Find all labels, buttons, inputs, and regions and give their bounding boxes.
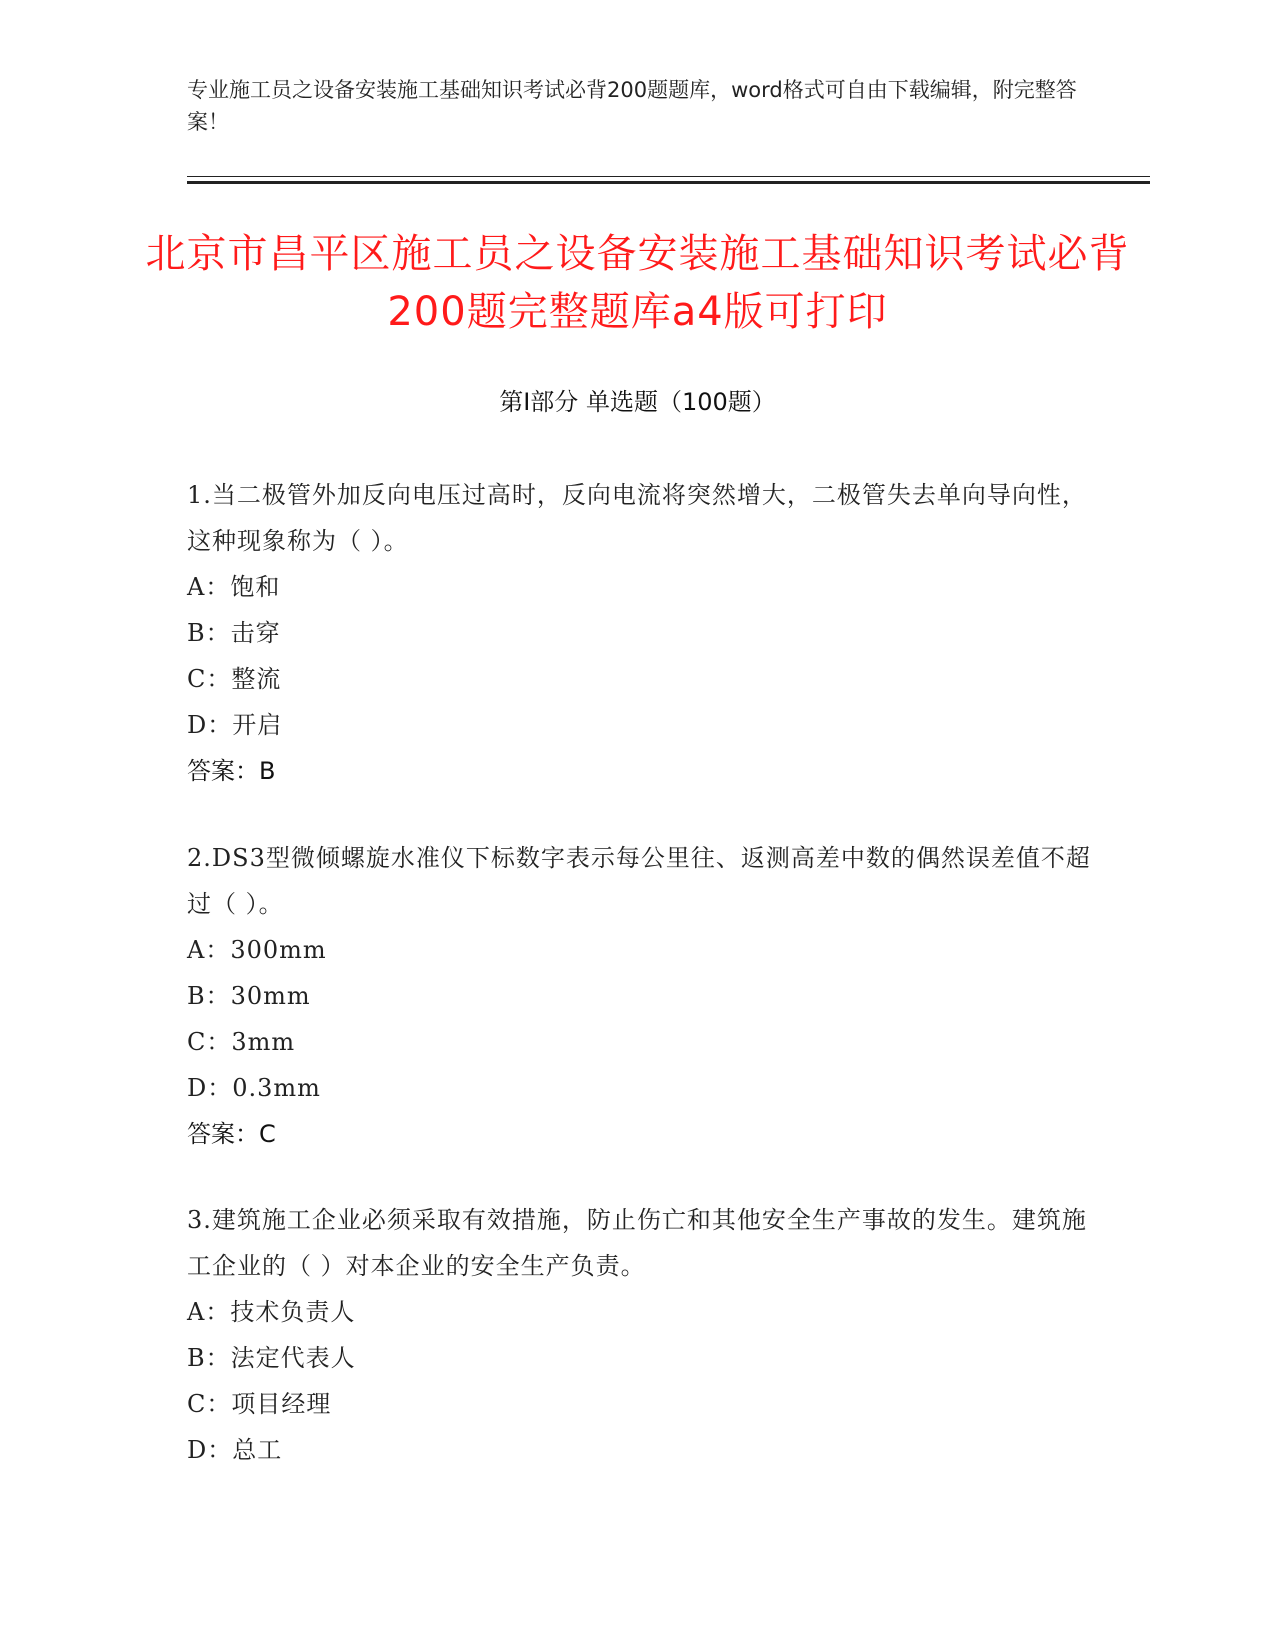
section-heading: 第I部分 单选题（100题）	[499, 388, 776, 416]
header-divider-thick	[187, 181, 1150, 184]
option-a: A：饱和	[187, 573, 281, 601]
header-note: 专业施工员之设备安装施工基础知识考试必背200题题库，word格式可自由下载编辑，附完整答案！	[187, 78, 1077, 134]
option-a: A：300mm	[187, 936, 327, 964]
option-d: D：开启	[187, 711, 283, 739]
header-divider-thin	[187, 176, 1150, 177]
option-a: A：技术负责人	[187, 1298, 356, 1326]
option-c: C：项目经理	[187, 1390, 332, 1418]
question-stem: 1.当二极管外加反向电压过高时，反向电流将突然增大，二极管失去单向导向性，这种现象称为（ ）。	[187, 481, 1087, 555]
option-b: B：30mm	[187, 982, 311, 1010]
question-1	[187, 472, 1097, 794]
answer: 答案：B	[187, 757, 276, 785]
question-3	[187, 1197, 1097, 1473]
question-2	[187, 835, 1097, 1157]
option-c: C：整流	[187, 665, 282, 693]
question-stem: 3.建筑施工企业必须采取有效措施，防止伤亡和其他安全生产事故的发生。建筑施工企业的（ ）对本企业的安全生产负责。	[187, 1206, 1087, 1280]
document-title: 北京市昌平区施工员之设备安装施工基础知识考试必背200题完整题库a4版可打印	[145, 231, 1130, 335]
option-d: D：总工	[187, 1436, 283, 1464]
answer: 答案：C	[187, 1120, 276, 1148]
option-c: C：3mm	[187, 1028, 296, 1056]
option-d: D：0.3mm	[187, 1074, 321, 1102]
question-stem: 2.DS3型微倾螺旋水准仪下标数字表示每公里往、返测高差中数的偶然误差值不超过（ ）。	[187, 844, 1091, 918]
option-b: B：击穿	[187, 619, 281, 647]
option-b: B：法定代表人	[187, 1344, 356, 1372]
